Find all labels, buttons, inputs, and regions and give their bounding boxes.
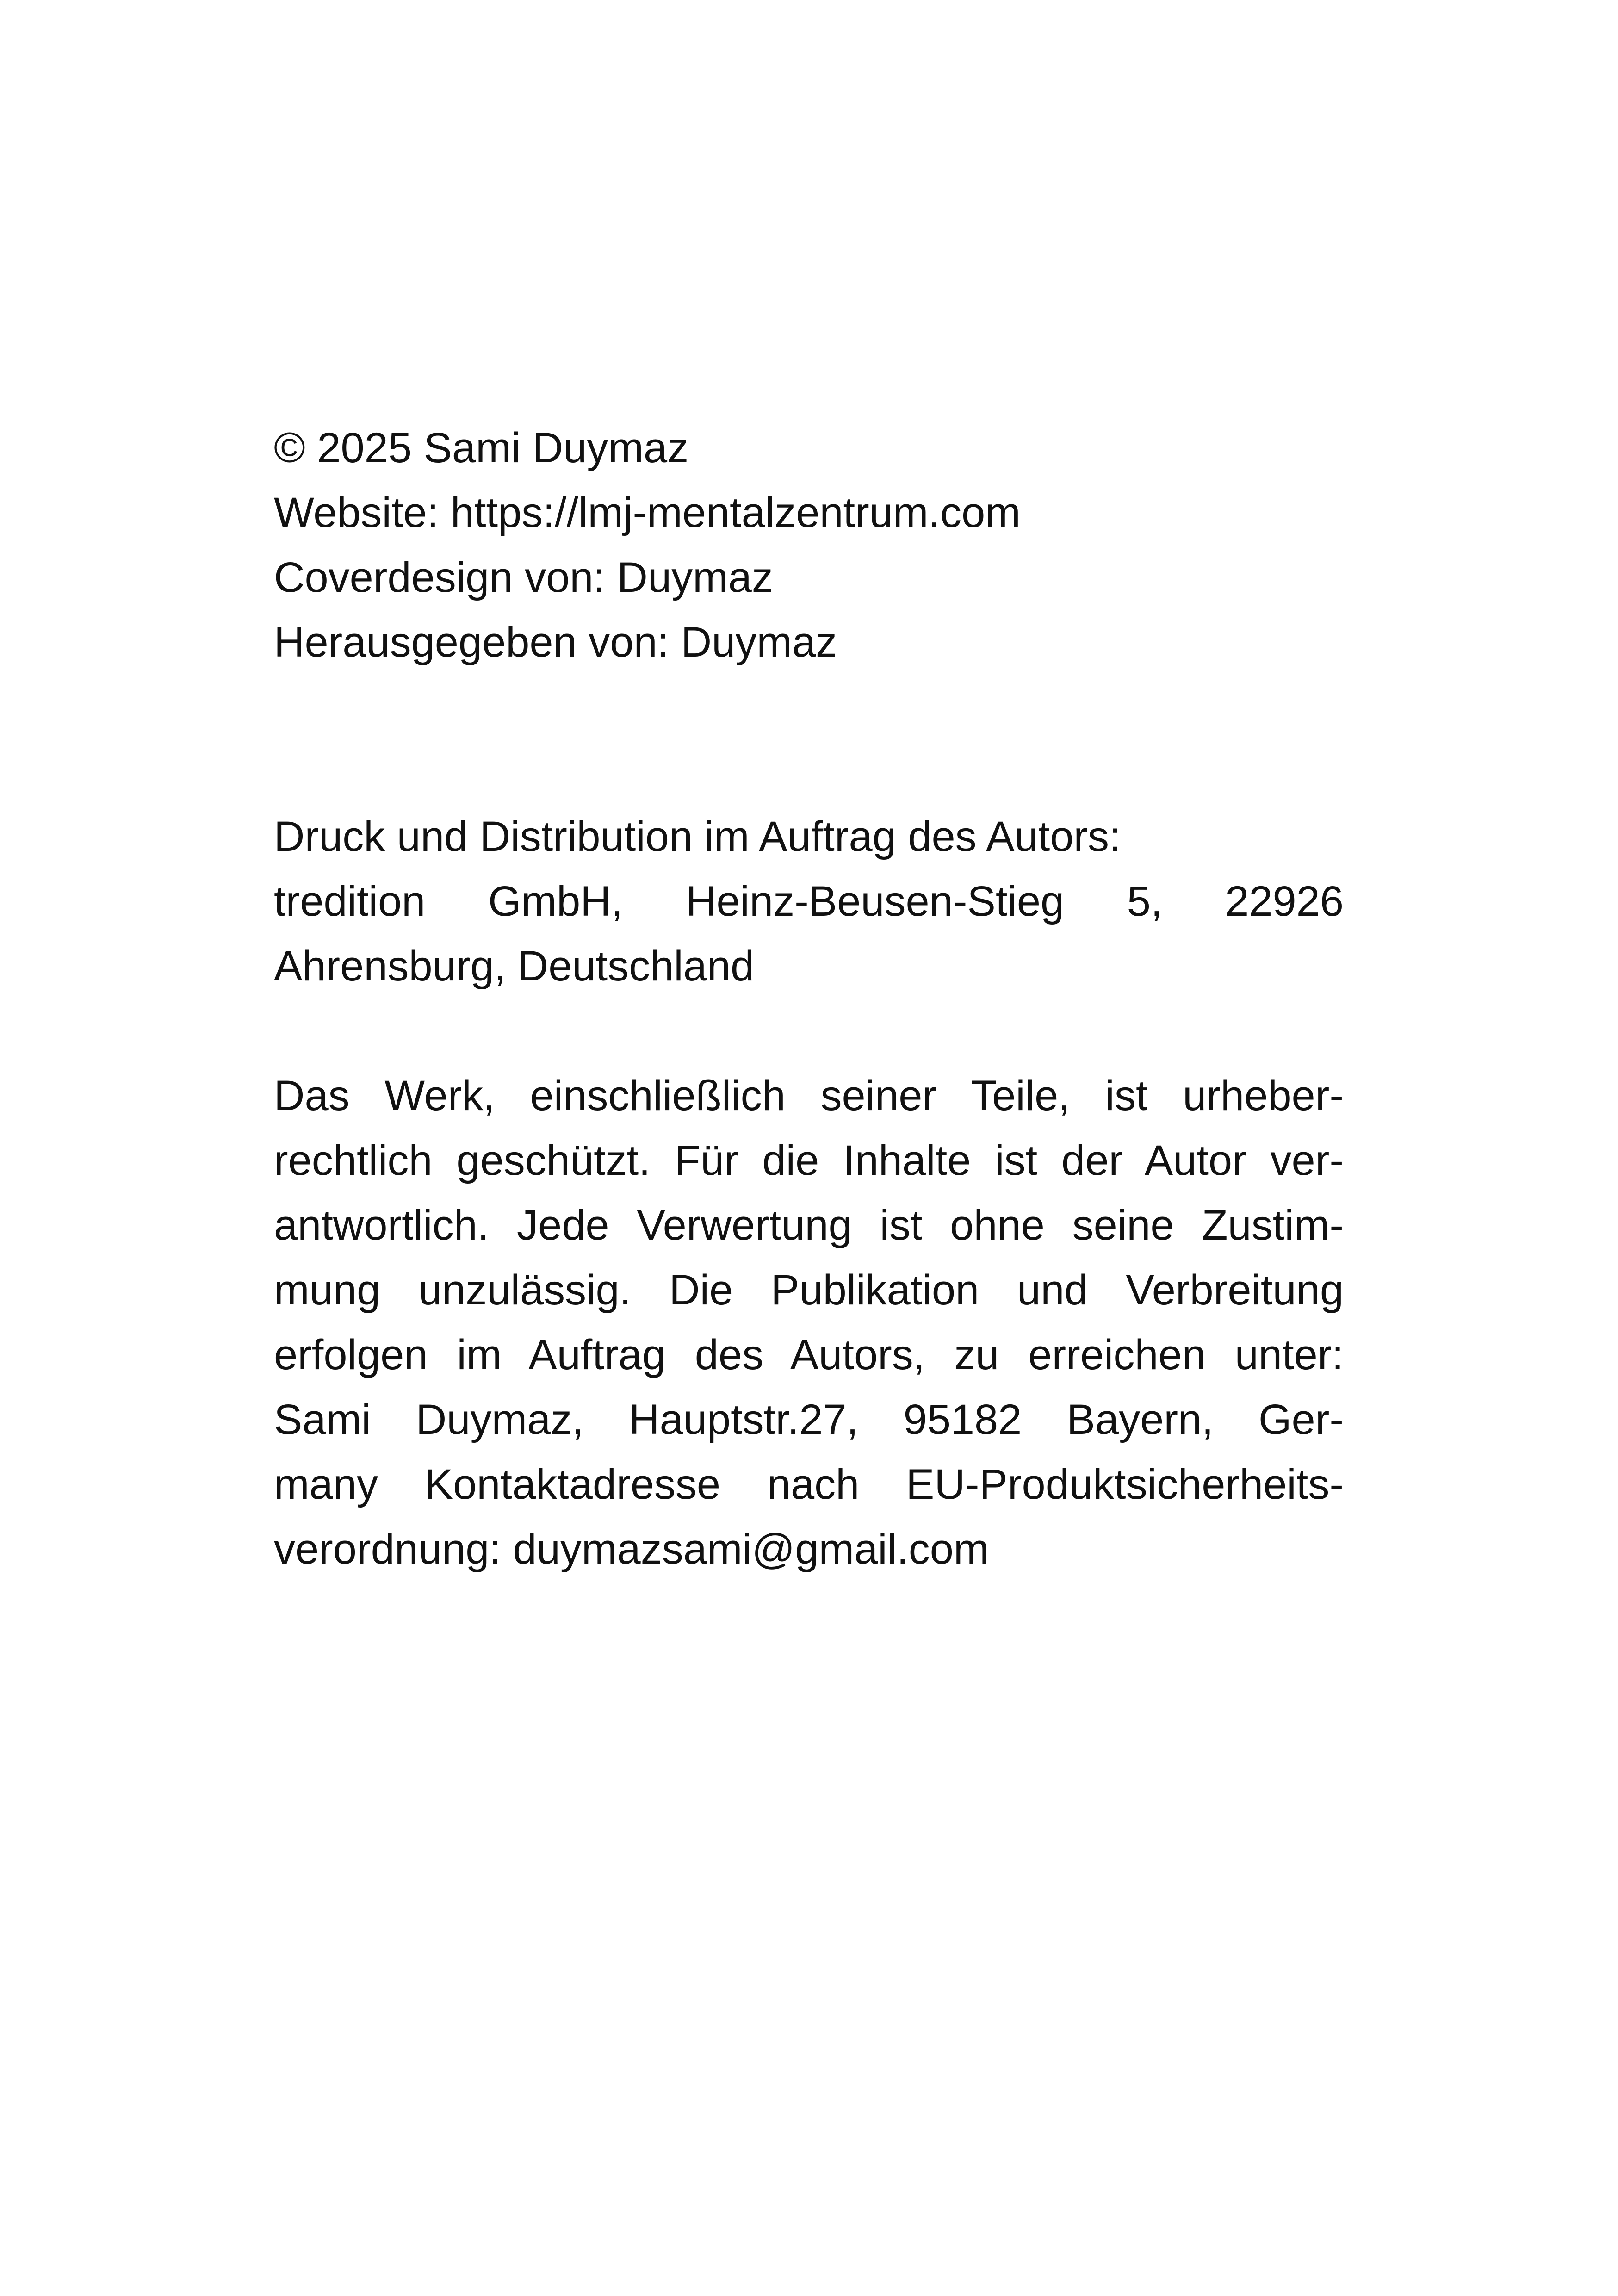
printing-address-line: Ahrensburg, Deutschland <box>274 943 755 990</box>
printing-block <box>274 804 1344 999</box>
website-line: Website: https://lmj-mentalzentrum.com <box>274 489 1021 536</box>
printing-address-line: tredition GmbH, Heinz-Beusen-Stieg 5, 22926 <box>274 878 1344 925</box>
publisher-line: Herausgegeben von: Duymaz <box>274 619 837 666</box>
credits-block <box>274 416 1344 675</box>
legal-line: Sami Duymaz, Hauptstr.27, 95182 Bayern, Ger- <box>274 1396 1344 1443</box>
legal-line-last: verordnung: duymazsami@gmail.com <box>274 1526 989 1573</box>
legal-line: erfolgen im Auftrag des Autors, zu erreichen unter: <box>274 1331 1344 1378</box>
legal-line: Das Werk, einschließlich seiner Teile, ist urheber- <box>274 1072 1344 1119</box>
legal-line: rechtlich geschützt. Für die Inhalte ist der Autor ver- <box>274 1137 1344 1184</box>
cover-design-line: Coverdesign von: Duymaz <box>274 554 773 601</box>
legal-line: mung unzulässig. Die Publikation und Verbreitung <box>274 1266 1344 1314</box>
legal-notice <box>274 1063 1344 1582</box>
legal-line: many Kontaktadresse nach EU-Produktsicherheits- <box>274 1461 1344 1508</box>
copyright-line: © 2025 Sami Duymaz <box>274 424 689 472</box>
legal-line: antwortlich. Jede Verwertung ist ohne seine Zustim- <box>274 1202 1344 1249</box>
printing-heading: Druck und Distribution im Auftrag des Autors: <box>274 813 1121 860</box>
